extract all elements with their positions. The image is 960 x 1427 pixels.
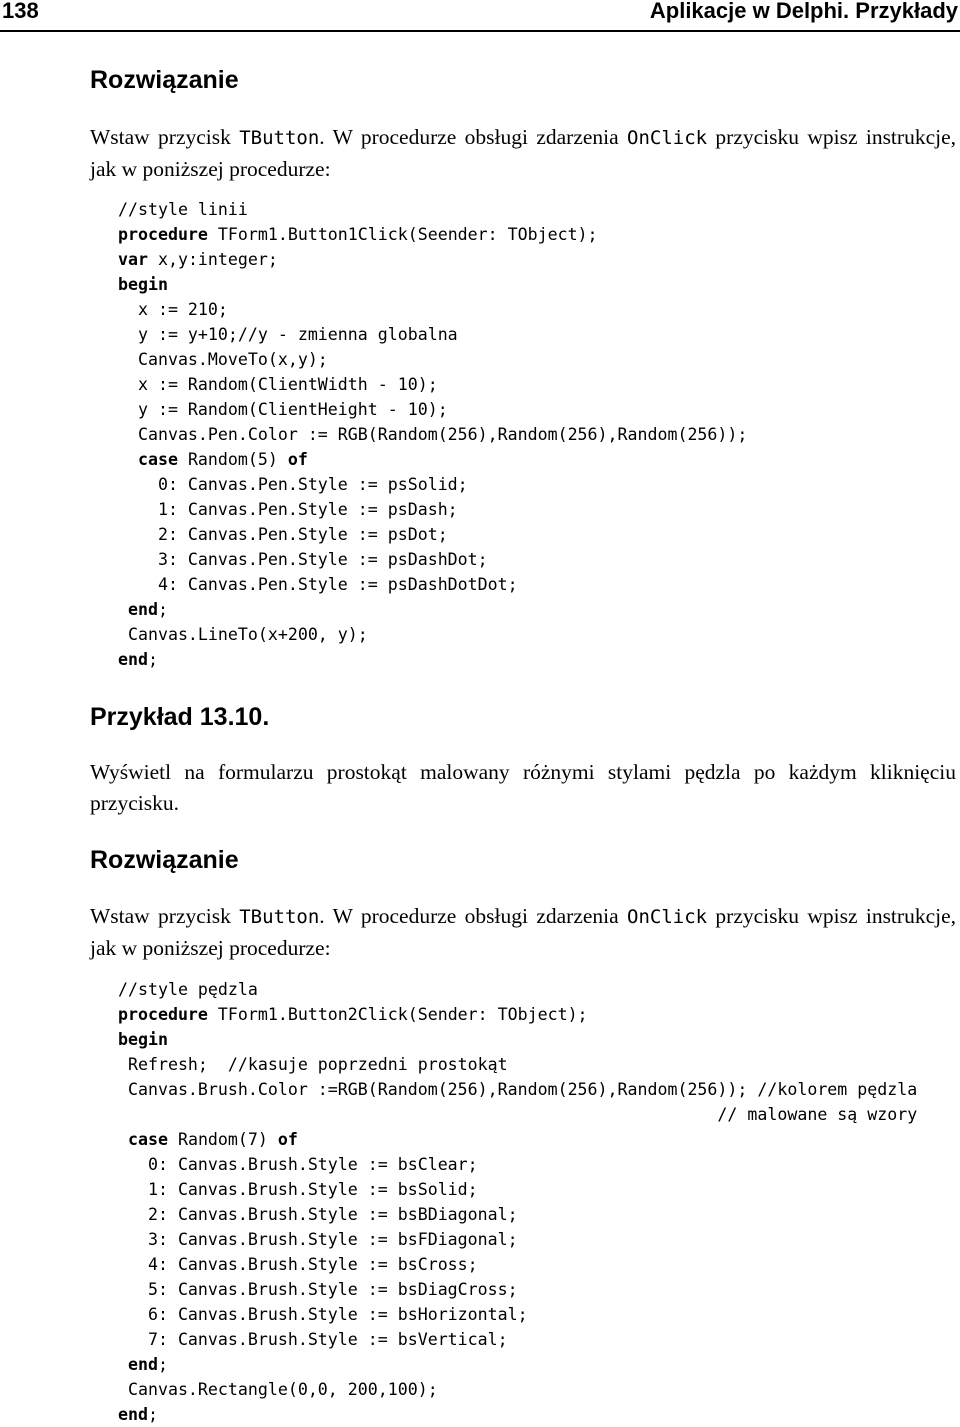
- code-keyword: of: [277, 1130, 298, 1149]
- code-line: 5: Canvas.Brush.Style := bsDiagCross;: [118, 1280, 518, 1299]
- code-line: 3: Canvas.Brush.Style := bsFDiagonal;: [118, 1230, 518, 1249]
- code-line: 0: Canvas.Pen.Style := psSolid;: [118, 475, 468, 494]
- code-line: 2: Canvas.Pen.Style := psDot;: [118, 525, 448, 544]
- code-keyword: end: [128, 600, 158, 619]
- code-line: Canvas.Brush.Color :=RGB(Random(256),Random(256),Random(256)); //kolorem pędzla: [118, 1080, 918, 1099]
- code-line: Refresh; //kasuje poprzedni prostokąt: [118, 1055, 508, 1074]
- example-heading: Przykład 13.10.: [90, 703, 270, 731]
- code-line: //style linii: [118, 200, 248, 219]
- page-header: [0, 0, 960, 32]
- code-keyword: end: [118, 650, 148, 669]
- code-line: procedure TForm1.Button1Click(Seender: TObject);: [118, 225, 598, 244]
- solution-intro-1: Wstaw przycisk TButton. W procedurze obsługi zdarzenia OnClick przycisku wpisz instrukcje, jak w poniższej procedurze:: [90, 125, 956, 181]
- code-line: end;: [128, 1355, 168, 1374]
- code-line: 3: Canvas.Pen.Style := psDashDot;: [118, 550, 488, 569]
- code-line: end;: [118, 1405, 158, 1424]
- solution-heading-2: Rozwiązanie: [90, 846, 239, 874]
- code-keyword: end: [118, 1405, 148, 1424]
- code-line: 1: Canvas.Brush.Style := bsSolid;: [118, 1180, 478, 1199]
- code-line: end;: [118, 650, 158, 669]
- code-line: y := y+10;//y - zmienna globalna: [118, 325, 458, 344]
- code-line: case Random(7) of: [128, 1130, 298, 1149]
- code-line: y := Random(ClientHeight - 10);: [118, 400, 448, 419]
- code-line: 4: Canvas.Brush.Style := bsCross;: [118, 1255, 478, 1274]
- code-line: procedure TForm1.Button2Click(Sender: TObject);: [118, 1005, 588, 1024]
- code-keyword: case: [128, 1130, 168, 1149]
- code-keyword: procedure: [118, 225, 208, 244]
- code-line: Canvas.Rectangle(0,0, 200,100);: [118, 1380, 438, 1399]
- code-line: // malowane są wzory: [118, 1105, 918, 1124]
- book-title: Aplikacje w Delphi. Przykłady: [649, 0, 958, 23]
- solution-heading-1: Rozwiązanie: [90, 66, 239, 94]
- solution-intro-2: Wstaw przycisk TButton. W procedurze obsługi zdarzenia OnClick przycisku wpisz instrukcje, jak w poniższej procedurze:: [90, 904, 956, 960]
- code-line: var x,y:integer;: [118, 250, 278, 269]
- code-line: x := 210;: [118, 300, 228, 319]
- code-line: Canvas.Pen.Color := RGB(Random(256),Random(256),Random(256));: [118, 425, 748, 444]
- code-line: 2: Canvas.Brush.Style := bsBDiagonal;: [118, 1205, 518, 1224]
- example-text: Wyświetl na formularzu prostokąt malowany różnymi stylami pędzla po każdym kliknięciu przycisku.: [90, 760, 956, 815]
- code-line: [118, 272, 747, 297]
- code-line: 7: Canvas.Brush.Style := bsVertical;: [118, 1330, 508, 1349]
- code-line: Canvas.LineTo(x+200, y);: [118, 625, 368, 644]
- code-line: 1: Canvas.Pen.Style := psDash;: [118, 500, 458, 519]
- code-line: 4: Canvas.Pen.Style := psDashDotDot;: [118, 575, 518, 594]
- code-keyword: of: [287, 450, 308, 469]
- code-line: end;: [128, 600, 168, 619]
- code-line: 6: Canvas.Brush.Style := bsHorizontal;: [118, 1305, 528, 1324]
- code-line: 0: Canvas.Brush.Style := bsClear;: [118, 1155, 478, 1174]
- page-number: 138: [2, 0, 39, 23]
- code-line: x := Random(ClientWidth - 10);: [118, 375, 438, 394]
- code-line: [118, 1027, 917, 1052]
- code-line: case Random(5) of: [137, 450, 308, 469]
- code-listing-1: [118, 197, 747, 672]
- code-keyword: end: [128, 1355, 158, 1374]
- code-listing-2: [118, 977, 917, 1427]
- code-keyword: var: [118, 250, 148, 269]
- code-line: Canvas.MoveTo(x,y);: [118, 350, 328, 369]
- code-keyword: case: [137, 450, 178, 469]
- code-keyword: begin: [118, 275, 168, 294]
- code-keyword: begin: [118, 1030, 168, 1049]
- code-line: //style pędzla: [118, 980, 258, 999]
- code-keyword: procedure: [118, 1005, 208, 1024]
